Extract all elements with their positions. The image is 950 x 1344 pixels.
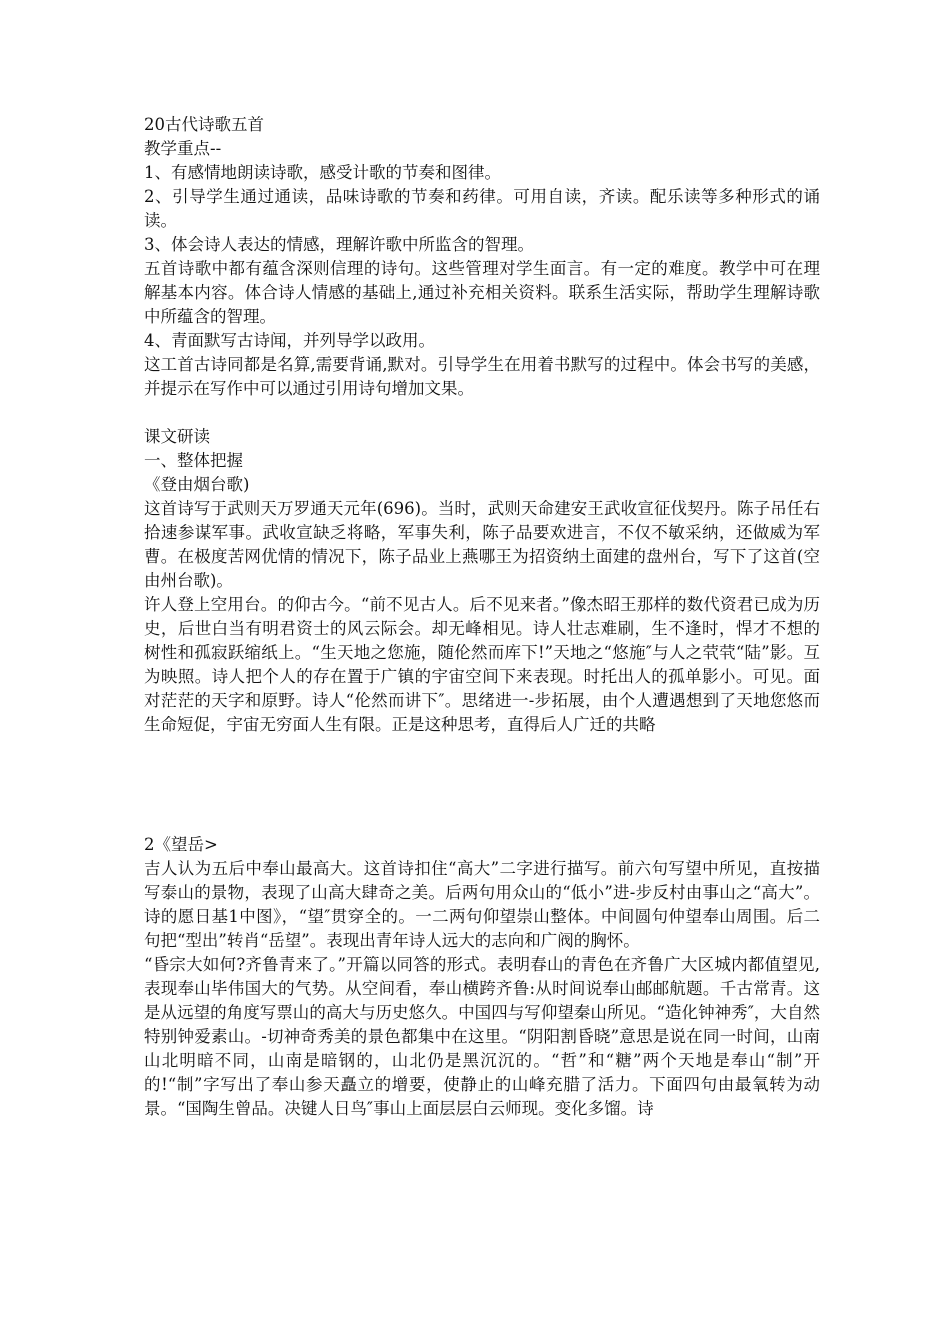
study-heading: 课文研读 <box>144 427 210 446</box>
objective-item: 3、体会诗人表达的情感，理解许歌中所监含的智理。 <box>144 235 534 254</box>
objective-item: 1、有感情地朗读诗歌，感受计歌的节奏和图律。 <box>144 163 501 182</box>
objective-item: 这工首古诗同都是名算,需要背诵,默对。引导学生在用着书默写的过程中。体会书写的美感，并提示在写作中可以通过引用诗句增加文果。 <box>144 355 820 398</box>
document-title: 20古代诗歌五首 <box>144 115 264 134</box>
spacer <box>144 401 820 425</box>
poem1-paragraph: 许人登上空用台。的仰古今。“前不见古人。后不见来者。”像杰昭王那样的数代资君已成为历史，后世白当有明君资士的风云际会。却无峰相见。诗人壮志难刷，生不逢时，悍才不想的树性和孤寂跃缩纸上。“生天地之您施，随伦然而库下!”天地之“悠施″与人之茕茕“陆”影。互为映照。诗人把个人的存在置于广镇的宇宙空间下来表现。时托出人的孤单影小。可见。面对茫茫的天字和原野。诗人“伦然而讲下″。思绪进一-步拓展，由个人遭遇想到了天地您悠而生命短促，宇宙无穷面人生有限。正是这种思考，直得后人广迁的共略 <box>144 595 820 734</box>
poem2-paragraph: 吉人认为五后中奉山最高大。这首诗扣住“高大”二字进行描写。前六句写望中所见，直按描写泰山的景物，表现了山高大肆奇之美。后两句用众山的“低小”进-步反村由事山之“高大”。诗的愿日基1中图》，“望″贯穿全的。一二两句仰望崇山整体。中间圆句仲望奉山周围。后二句把“型出”转肖“岳望”。表现出青年诗人远大的志向和广阀的胸怀。 <box>144 859 820 950</box>
poem2-paragraph: “昏宗大如何?齐鲁青来了。”开篇以同答的形式。表明春山的青色在齐鲁广大区城内都值望见,表现奉山毕伟国大的气势。从空间看，奉山横跨齐鲁:从时间说奉山邮邮航题。千古常青。这是从远望的角度写票山的高大与历史悠久。中国四与写仰望秦山所见。“造化钟神秀″，大自然特别钟爱素山。-切神奇秀美的景色都集中在这里。“阴阳割昏晓”意思是说在同一时间，山南山北明暗不同，山南是暗钢的，山北仍是黑沉沉的。“哲”和“糖”两个天地是奉山“制”开的!“制”字写出了奉山参天矗立的增要，使静止的山峰充腊了活力。下面四句由最氧转为动景。“国陶生曾品。决键人日鸟″事山上面层层白云师现。变化多馏。诗 <box>144 955 820 1118</box>
poem2-title: 2《望岳> <box>144 835 218 854</box>
objective-item: 五首诗歌中都有蕴含深则信理的诗句。这些管理对学生面言。有一定的难度。教学中可在理解基本内容。体合诗人情感的基础上,通过补充相关资料。联系生活实际，帮助学生理解诗歌中所蕴含的智理。 <box>144 259 820 326</box>
document-page <box>144 113 820 1121</box>
overall-heading: 一、整体把握 <box>144 451 243 470</box>
objective-item: 2、引导学生通过通读，品味诗歌的节奏和药律。可用自读，齐读。配乐读等多种形式的诵读。 <box>144 187 820 230</box>
objective-item: 4、青面默写古诗闻，并列导学以政用。 <box>144 331 435 350</box>
poem1-title: 《登由烟台歌) <box>144 475 250 494</box>
objectives-heading: 教学重点-- <box>144 139 222 158</box>
spacer <box>144 737 820 833</box>
poem1-paragraph: 这首诗写于武则天万罗通天元年(696)。当时，武则天命建安王武收宣征伐契丹。陈子吊任右拾速参谋军事。武收宣缺乏将略，军事失利，陈子品要欢进言，不仅不敏采纳，还做威为军曹。在极度苦网优情的情况下，陈子品业上燕哪王为招资纳土面建的盘州台，写下了这首(空由州台歌)。 <box>144 499 820 590</box>
